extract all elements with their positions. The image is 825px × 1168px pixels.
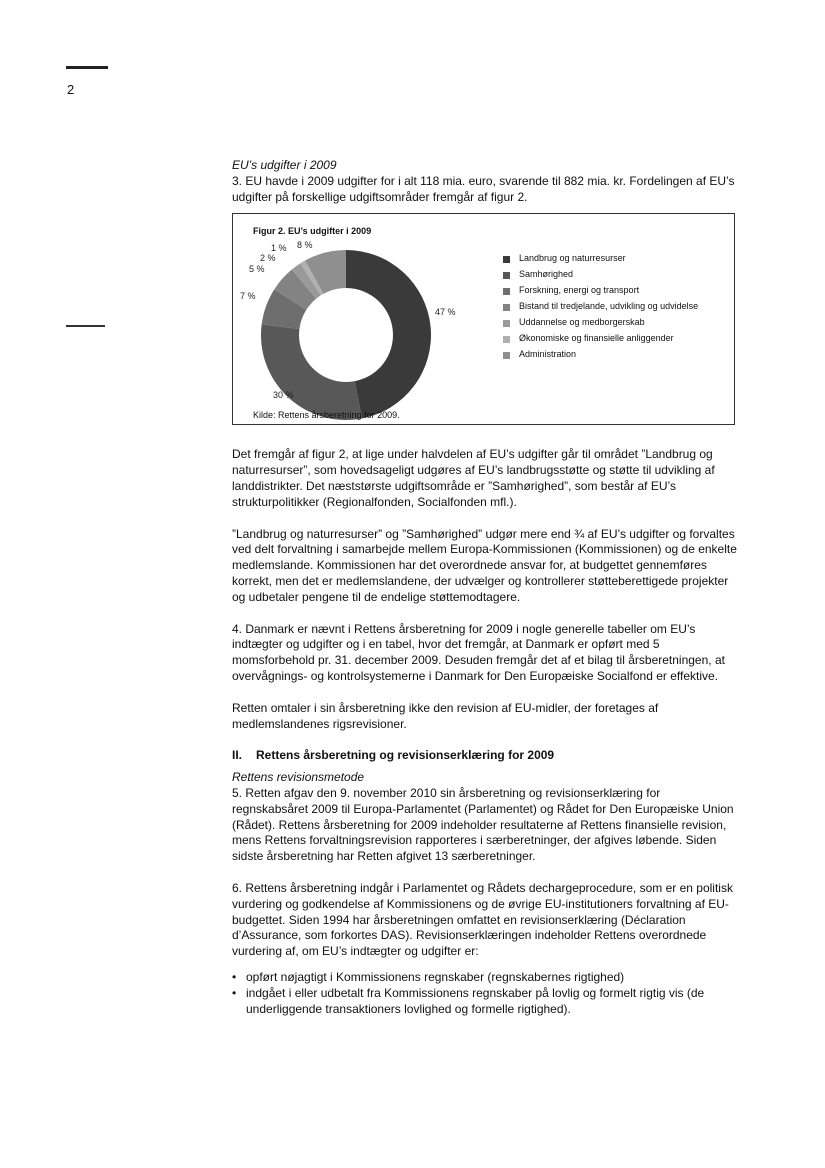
legend-label: Administration [519,349,577,360]
legend-swatch [503,304,510,311]
label-samhorighed: 30 % [273,390,294,401]
document-body [232,158,738,1017]
list-item: • opført nøjagtigt i Kommissionens regnskaber (regnskabernes rigtighed) [232,970,738,986]
legend-item [503,331,698,347]
legend-item [503,267,698,283]
paragraph-fig-summary: Det fremgår af figur 2, at lige under halvdelen af EU’s udgifter går til området ”Landbrug og naturresurser”, som hovedsageligt udgøres af EU’s landbrugsstøtte og støtte til udvikling af landdistrikter. Det næststørste udgiftsområde er ”Samhørighed”, som består af EU’s strukturpolitikker (Regionalfonden, Socialfonden mfl.). [232,447,715,509]
label-forskning: 7 % [240,291,256,302]
header-rule [66,66,108,69]
donut-hole [299,288,393,382]
figure-2 [232,213,735,425]
legend-item [503,347,698,363]
legend-swatch [503,352,510,359]
section-number: II. [232,748,243,763]
legend-swatch [503,256,510,263]
legend-item [503,315,698,331]
list-item: • indgået i eller udbetalt fra Kommissionens regnskaber på lovlig og formelt rigtig vis (de underliggende transaktioners lovlighed og formelle rigtighed). [232,986,738,1018]
paragraph-4: 4. Danmark er nævnt i Rettens årsberetning for 2009 i nogle generelle tabeller om EU’s indtægter og udgifter og i en tabel, hvor det fremgår, at Danmark er opført med 5 momsforbehold pr. 31. december 2009. Desuden fremgår det af et bilag til årsberetningen, at overvågnings- og kontrolsystemerne i Danmark for Den Europæiske Socialfond er effektive. [232,621,725,683]
figure-source: Kilde: Rettens årsberetning for 2009. [253,410,400,421]
label-administration: 8 % [297,240,313,251]
legend-label: Landbrug og naturresurser [519,253,626,264]
legend-swatch [503,272,510,279]
section-title: Rettens årsberetning og revisionserklæring for 2009 [256,748,555,763]
legend-label: Bistand til tredjelande, udvikling og udvidelse [519,301,699,312]
paragraph-5: 5. Retten afgav den 9. november 2010 sin årsberetning og revisionserklæring for regnskabsåret 2009 til Europa-Parlamentet (Parlamentet) og Rådet for Den Europæiske Union (Rådet). Rettens årsberetning for 2009 indeholder resultaterne af Rettens finansielle revision, mens Rettens forvaltningsrevision rapporteres i særberetninger, der afgives løbende. Siden sidste årsberetning har Retten afgivet 13 særberetninger. [232,785,734,864]
legend-swatch [503,320,510,327]
paragraph-6: 6. Rettens årsberetning indgår i Parlamentet og Rådets dechargeprocedure, som er en politisk vurdering og godkendelse af Kommissionens og de øvrige EU-institutioners forvaltning af EU-budgettet. Siden 1994 har årsberetningen omfattet en revisionserklæring (Déclaration d’Assurance, som forkortes DAS). Revisionserklæringen indeholder Rettens overordnede vurdering af, om EU’s indtægter og udgifter er: [232,880,733,959]
paragraph-3: 3. EU havde i 2009 udgifter for i alt 118 mia. euro, svarende til 882 mia. kr. Fordelingen af EU’s udgifter på forskellige udgiftsområder fremgår af figur 2. [232,173,735,204]
legend-item [503,299,698,315]
label-uddannelse: 2 % [260,253,276,264]
figure-title: Figur 2. EU’s udgifter i 2009 [253,226,372,237]
paragraph-shared-management: ”Landbrug og naturresurser” og ”Samhørighed” udgør mere end ¾ af EU’s udgifter og forvaltes ved delt forvaltning i samarbejde mellem Europa-Kommissionen (Kommissionen) og de enkelte medlemslande. Kommissionen har det overordnede ansvar for, at budgettet gennemføres korrekt, men det er medlemslandene, der udvælger og kontrollerer støtteberettigede projekter og udbetaler pengene til de endelige støttemodtagere. [232,526,737,604]
label-okonomi: 1 % [271,243,287,254]
legend-label: Økonomiske og finansielle anliggender [519,333,674,344]
legend-label: Forskning, energi og transport [519,285,640,296]
legend-label: Samhørighed [519,269,574,280]
legend-item [503,283,698,299]
section-heading [232,748,738,764]
legend-swatch [503,336,510,343]
margin-mark [66,325,105,327]
paragraph-national-audit: Retten omtaler i sin årsberetning ikke den revision af EU-midler, der foretages af medlemslandenes rigsrevisioner. [232,700,659,731]
criteria-list [232,970,738,1017]
legend-item [503,251,698,267]
label-landbrug: 47 % [435,307,456,318]
section-subtitle-method: Rettens revisionsmetode [232,770,365,785]
chart-legend [503,251,698,363]
page-number: 2 [67,82,75,97]
label-bistand: 5 % [249,264,265,275]
section-eu-expenditure [232,158,738,205]
section-subtitle: EU’s udgifter i 2009 [232,158,337,172]
legend-swatch [503,288,510,295]
legend-label: Uddannelse og medborgerskab [519,317,645,328]
